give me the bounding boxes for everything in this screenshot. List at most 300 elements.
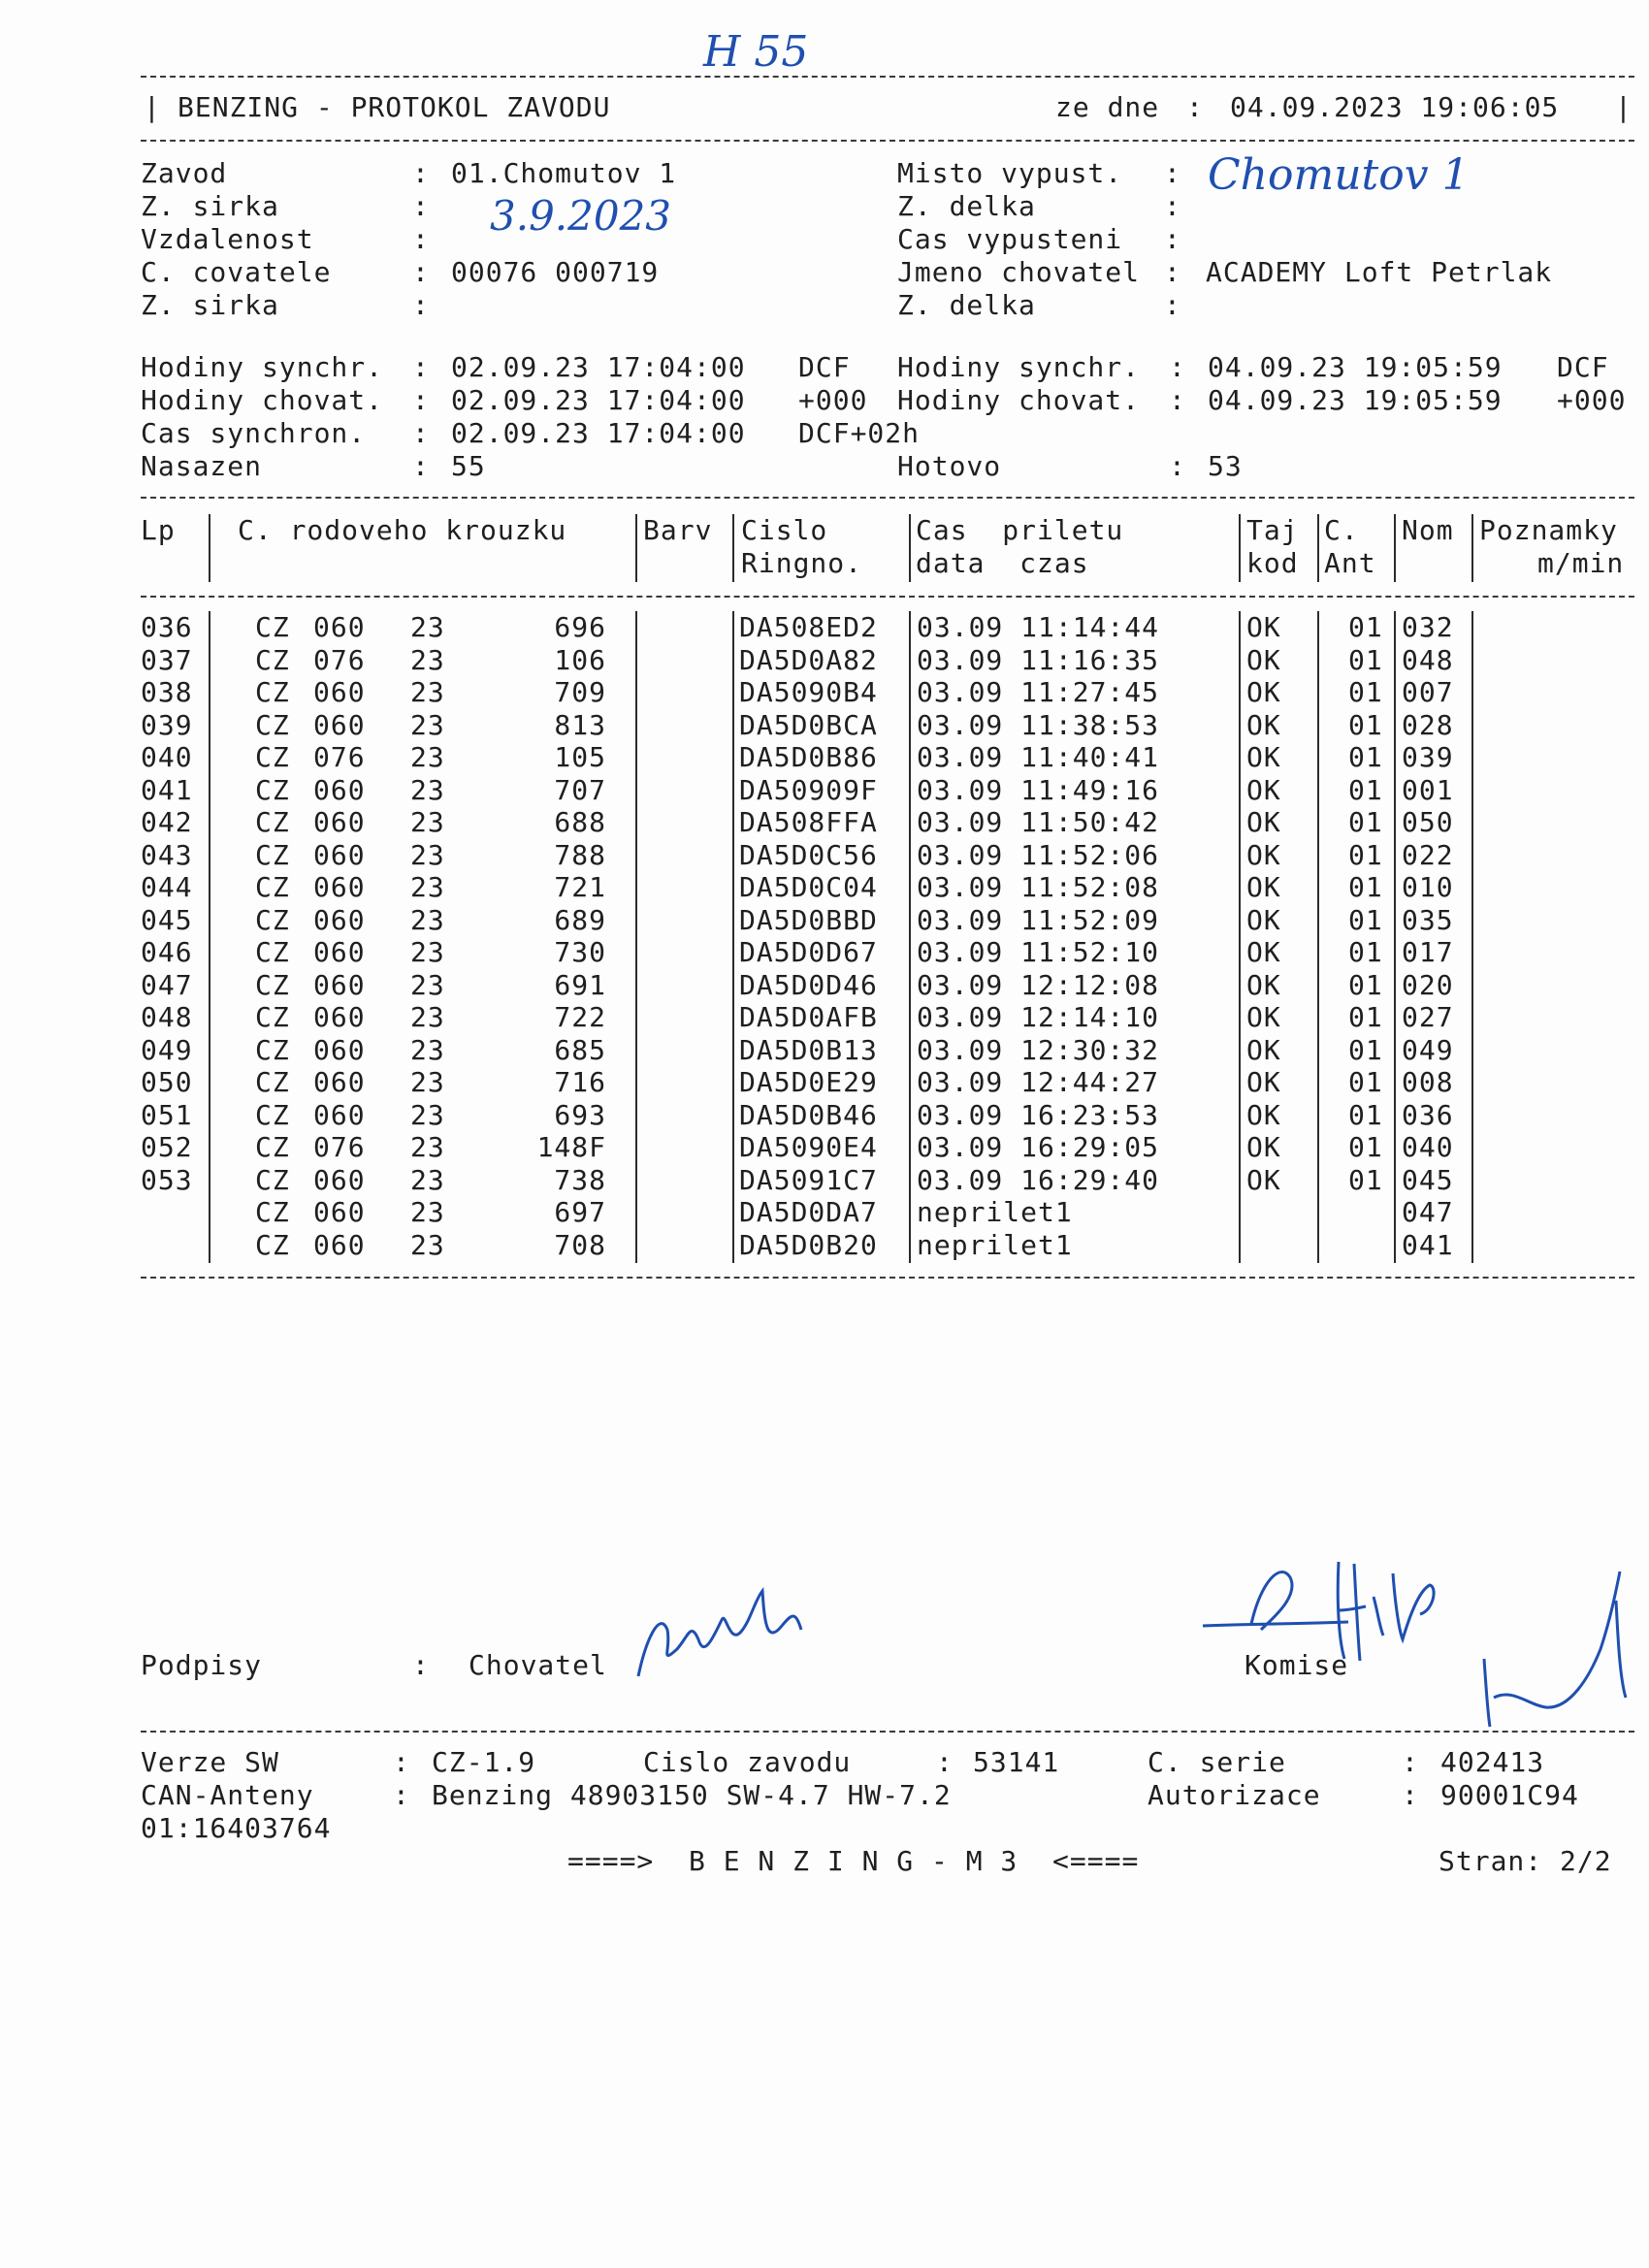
cell-country: CZ (255, 1001, 290, 1033)
cell-club: 060 (313, 773, 366, 806)
cell-year: 23 (410, 871, 445, 903)
cell-ring-number: 788 (554, 838, 606, 871)
info-colon: : (1164, 289, 1181, 321)
cell-club: 076 (313, 643, 366, 676)
cell-arrival: 03.09 16:23:53 (917, 1098, 1160, 1131)
info-label: C. covatele (141, 256, 332, 288)
handwritten-page-mark: H 55 (703, 27, 809, 77)
cell-chip: DA5D0B86 (739, 741, 878, 773)
cell-ring-number: 722 (554, 1001, 606, 1033)
sync-label: Hodiny chovat. (141, 384, 384, 416)
cell-secret-code: OK (1246, 903, 1281, 936)
cell-arrival: neprilet1 (917, 1228, 1073, 1261)
cell-secret-code: OK (1246, 806, 1281, 838)
cell-ring-number: 707 (554, 773, 606, 806)
cell-year: 23 (410, 1131, 445, 1163)
cell-lp: 039 (141, 708, 193, 741)
cell-secret-code: OK (1246, 1098, 1281, 1131)
cell-chip: DA5090E4 (739, 1131, 878, 1163)
header-notes-2: m/min (1537, 547, 1625, 579)
info-colon: : (1164, 190, 1181, 222)
sync-value: 04.09.23 19:05:59 (1208, 351, 1503, 383)
cell-arrival: 03.09 12:30:32 (917, 1033, 1160, 1066)
cell-lp: 044 (141, 871, 193, 903)
header-right-bar: | (1615, 91, 1633, 123)
header-separator (909, 514, 911, 582)
cell-chip: DA5D0B20 (739, 1228, 878, 1261)
cell-arrival: 03.09 11:52:08 (917, 871, 1160, 903)
cell-secret-code: OK (1246, 1131, 1281, 1163)
cell-antenna: 01 (1348, 643, 1383, 676)
cell-club: 060 (313, 1066, 366, 1098)
cell-country: CZ (255, 903, 290, 936)
cell-secret-code: OK (1246, 741, 1281, 773)
cell-year: 23 (410, 903, 445, 936)
cell-chip: DA5D0D67 (739, 936, 878, 968)
divider (141, 596, 1634, 598)
column-separator (1471, 611, 1473, 1263)
race-number-label: Cislo zavodu (643, 1746, 852, 1778)
handwritten-date: 3.9.2023 (490, 192, 672, 240)
cell-nom: 007 (1402, 676, 1454, 708)
cell-club: 060 (313, 1196, 366, 1228)
cell-lp: 045 (141, 903, 193, 936)
serial-value: 402413 (1440, 1746, 1545, 1778)
cell-antenna: 01 (1348, 1001, 1383, 1033)
report-date: 04.09.2023 19:06:05 (1230, 91, 1560, 123)
cell-lp: 037 (141, 643, 193, 676)
cell-chip: DA5D0B46 (739, 1098, 878, 1131)
cell-chip: DA508FFA (739, 806, 878, 838)
cell-ring-number: 716 (554, 1066, 606, 1098)
info-label: Zavod (141, 157, 228, 189)
cell-country: CZ (255, 1196, 290, 1228)
cell-chip: DA5091C7 (739, 1163, 878, 1196)
cell-nom: 001 (1402, 773, 1454, 806)
cell-year: 23 (410, 1098, 445, 1131)
cell-antenna: 01 (1348, 611, 1383, 643)
cell-antenna: 01 (1348, 968, 1383, 1001)
info-label: Z. sirka (141, 190, 279, 222)
sync-colon: : (1169, 450, 1186, 482)
cell-club: 060 (313, 806, 366, 838)
cell-country: CZ (255, 708, 290, 741)
info-label: Z. delka (897, 190, 1036, 222)
cell-lp: 048 (141, 1001, 193, 1033)
divider (141, 76, 1634, 78)
info-label: Z. delka (897, 289, 1036, 321)
sync-suffix: DCF+02h (798, 417, 921, 449)
antenna-id: 01:16403764 (141, 1812, 332, 1844)
info-colon: : (412, 190, 430, 222)
cell-secret-code: OK (1246, 676, 1281, 708)
sync-suffix: +000 (1557, 384, 1627, 416)
cell-country: CZ (255, 773, 290, 806)
cell-nom: 028 (1402, 708, 1454, 741)
info-label: Misto vypust. (897, 157, 1123, 189)
info-label: Vzdalenost (141, 223, 314, 255)
header-notes: Poznamky (1479, 514, 1618, 546)
info-colon: : (1164, 256, 1181, 288)
cell-arrival: 03.09 12:44:27 (917, 1066, 1160, 1098)
cell-country: CZ (255, 611, 290, 643)
cell-arrival: 03.09 16:29:05 (917, 1131, 1160, 1163)
header-secret: Taj (1246, 514, 1299, 546)
cell-year: 23 (410, 643, 445, 676)
cell-nom: 022 (1402, 838, 1454, 871)
colon: : (1402, 1779, 1419, 1811)
cell-country: CZ (255, 1131, 290, 1163)
cell-year: 23 (410, 936, 445, 968)
cell-antenna: 01 (1348, 806, 1383, 838)
cell-antenna: 01 (1348, 936, 1383, 968)
sync-value: 55 (451, 450, 486, 482)
info-value: 00076 000719 (451, 256, 660, 288)
cell-ring-number: 148F (536, 1131, 606, 1163)
cell-secret-code: OK (1246, 643, 1281, 676)
cell-year: 23 (410, 741, 445, 773)
info-value: 01.Chomutov 1 (451, 157, 677, 189)
cell-chip: DA5D0BBD (739, 903, 878, 936)
sync-suffix: DCF (1557, 351, 1609, 383)
column-separator (909, 611, 911, 1263)
colon: : (393, 1746, 410, 1778)
cell-year: 23 (410, 773, 445, 806)
cell-ring-number: 721 (554, 871, 606, 903)
cell-nom: 050 (1402, 806, 1454, 838)
cell-arrival: 03.09 11:38:53 (917, 708, 1160, 741)
cell-nom: 045 (1402, 1163, 1454, 1196)
cell-secret-code: OK (1246, 968, 1281, 1001)
cell-club: 060 (313, 838, 366, 871)
cell-chip: DA5D0AFB (739, 1001, 878, 1033)
device-brand-line: ====> B E N Z I N G - M 3 <==== (567, 1845, 1140, 1877)
cell-chip: DA5D0A82 (739, 643, 878, 676)
cell-antenna: 01 (1348, 676, 1383, 708)
cell-secret-code: OK (1246, 871, 1281, 903)
header-arrival-2: data czas (916, 547, 1089, 579)
cell-ring-number: 693 (554, 1098, 606, 1131)
cell-arrival: 03.09 16:29:40 (917, 1163, 1160, 1196)
cell-secret-code: OK (1246, 838, 1281, 871)
cell-club: 060 (313, 611, 366, 643)
cell-arrival: 03.09 11:52:10 (917, 936, 1160, 968)
cell-lp: 052 (141, 1131, 193, 1163)
sync-label: Nasazen (141, 450, 263, 482)
cell-ring-number: 697 (554, 1196, 606, 1228)
cell-lp: 051 (141, 1098, 193, 1131)
cell-country: CZ (255, 643, 290, 676)
cell-country: CZ (255, 936, 290, 968)
cell-secret-code: OK (1246, 1033, 1281, 1066)
handwritten-release-place: Chomutov 1 (1208, 150, 1470, 200)
cell-year: 23 (410, 676, 445, 708)
cell-arrival: 03.09 12:12:08 (917, 968, 1160, 1001)
cell-club: 060 (313, 871, 366, 903)
cell-ring-number: 708 (554, 1228, 606, 1261)
cell-ring-number: 813 (554, 708, 606, 741)
cell-chip: DA508ED2 (739, 611, 878, 643)
cell-arrival: 03.09 11:49:16 (917, 773, 1160, 806)
cell-country: CZ (255, 968, 290, 1001)
antenna-value: Benzing 48903150 SW-4.7 HW-7.2 (432, 1779, 952, 1811)
divider (141, 1277, 1634, 1279)
cell-club: 076 (313, 1131, 366, 1163)
cell-year: 23 (410, 1228, 445, 1261)
sw-version-value: CZ-1.9 (432, 1746, 536, 1778)
cell-chip: DA5D0E29 (739, 1066, 878, 1098)
cell-lp: 050 (141, 1066, 193, 1098)
report-title: BENZING - PROTOKOL ZAVODU (178, 91, 611, 123)
cell-club: 060 (313, 1001, 366, 1033)
signatures-colon: : (412, 1649, 430, 1681)
cell-year: 23 (410, 838, 445, 871)
cell-lp: 038 (141, 676, 193, 708)
cell-arrival: 03.09 11:14:44 (917, 611, 1160, 643)
cell-ring-number: 696 (554, 611, 606, 643)
cell-secret-code: OK (1246, 773, 1281, 806)
signatures-label: Podpisy (141, 1649, 263, 1681)
sync-value: 02.09.23 17:04:00 (451, 384, 746, 416)
cell-year: 23 (410, 1196, 445, 1228)
cell-nom: 039 (1402, 741, 1454, 773)
colon: : (936, 1746, 954, 1778)
cell-nom: 047 (1402, 1196, 1454, 1228)
cell-nom: 008 (1402, 1066, 1454, 1098)
sync-label: Hotovo (897, 450, 1002, 482)
cell-lp: 046 (141, 936, 193, 968)
cell-lp: 041 (141, 773, 193, 806)
info-colon: : (1164, 157, 1181, 189)
cell-antenna: 01 (1348, 1163, 1383, 1196)
cell-arrival: 03.09 11:52:09 (917, 903, 1160, 936)
sync-colon: : (412, 351, 430, 383)
cell-secret-code: OK (1246, 708, 1281, 741)
info-value: ACADEMY Loft Petrlak (1206, 256, 1553, 288)
cell-secret-code: OK (1246, 1066, 1281, 1098)
breeder-signature-label: Chovatel (469, 1649, 607, 1681)
cell-chip: DA5D0BCA (739, 708, 878, 741)
header-separator (1239, 514, 1241, 582)
cell-secret-code: OK (1246, 1001, 1281, 1033)
cell-arrival: 03.09 11:16:35 (917, 643, 1160, 676)
cell-nom: 035 (1402, 903, 1454, 936)
sync-colon: : (412, 417, 430, 449)
cell-lp: 040 (141, 741, 193, 773)
commission-signature (1193, 1542, 1639, 1736)
cell-club: 060 (313, 936, 366, 968)
column-separator (209, 611, 210, 1263)
cell-country: CZ (255, 676, 290, 708)
authorization-value: 90001C94 (1440, 1779, 1579, 1811)
header-separator (1317, 514, 1319, 582)
cell-ring-number: 691 (554, 968, 606, 1001)
info-label: Z. sirka (141, 289, 279, 321)
cell-country: CZ (255, 806, 290, 838)
sync-colon: : (1169, 384, 1186, 416)
sync-value: 02.09.23 17:04:00 (451, 351, 746, 383)
cell-country: CZ (255, 1228, 290, 1261)
info-label: Cas vypusteni (897, 223, 1123, 255)
cell-antenna: 01 (1348, 773, 1383, 806)
header-left-bar: | (144, 91, 161, 123)
info-colon: : (412, 157, 430, 189)
cell-club: 060 (313, 903, 366, 936)
cell-nom: 020 (1402, 968, 1454, 1001)
antenna-label: CAN-Anteny (141, 1779, 314, 1811)
cell-arrival: 03.09 11:27:45 (917, 676, 1160, 708)
divider (141, 497, 1634, 499)
cell-club: 060 (313, 1163, 366, 1196)
header-chip: Cislo (741, 514, 828, 546)
divider (141, 1731, 1634, 1733)
header-separator (1394, 514, 1396, 582)
cell-arrival: 03.09 11:52:06 (917, 838, 1160, 871)
cell-nom: 041 (1402, 1228, 1454, 1261)
header-separator (209, 514, 210, 582)
cell-arrival: 03.09 12:14:10 (917, 1001, 1160, 1033)
cell-nom: 048 (1402, 643, 1454, 676)
cell-nom: 032 (1402, 611, 1454, 643)
sw-version-label: Verze SW (141, 1746, 279, 1778)
info-colon: : (412, 256, 430, 288)
cell-arrival: 03.09 11:40:41 (917, 741, 1160, 773)
header-arrival: Cas priletu (916, 514, 1124, 546)
cell-country: CZ (255, 1066, 290, 1098)
colon: : (393, 1779, 410, 1811)
sync-label: Hodiny synchr. (141, 351, 384, 383)
cell-country: CZ (255, 871, 290, 903)
cell-ring-number: 730 (554, 936, 606, 968)
cell-country: CZ (255, 1033, 290, 1066)
cell-club: 060 (313, 968, 366, 1001)
info-colon: : (412, 223, 430, 255)
authorization-label: Autorizace (1148, 1779, 1321, 1811)
cell-lp: 047 (141, 968, 193, 1001)
cell-secret-code: OK (1246, 611, 1281, 643)
colon: : (1402, 1746, 1419, 1778)
cell-club: 060 (313, 676, 366, 708)
cell-lp: 043 (141, 838, 193, 871)
cell-club: 060 (313, 1098, 366, 1131)
cell-chip: DA5090B4 (739, 676, 878, 708)
cell-ring-number: 685 (554, 1033, 606, 1066)
cell-nom: 040 (1402, 1131, 1454, 1163)
cell-nom: 049 (1402, 1033, 1454, 1066)
cell-lp: 036 (141, 611, 193, 643)
cell-chip: DA5D0C56 (739, 838, 878, 871)
info-label: Jmeno chovatel (897, 256, 1141, 288)
page-number: Stran: 2/2 (1439, 1845, 1612, 1877)
column-separator (1239, 611, 1241, 1263)
cell-year: 23 (410, 1163, 445, 1196)
cell-year: 23 (410, 611, 445, 643)
header-antenna: C. (1324, 514, 1359, 546)
cell-antenna: 01 (1348, 838, 1383, 871)
cell-year: 23 (410, 806, 445, 838)
cell-nom: 010 (1402, 871, 1454, 903)
sync-suffix: DCF (798, 351, 851, 383)
cell-nom: 027 (1402, 1001, 1454, 1033)
cell-secret-code: OK (1246, 936, 1281, 968)
cell-ring-number: 689 (554, 903, 606, 936)
cell-arrival: neprilet1 (917, 1196, 1073, 1228)
serial-label: C. serie (1148, 1746, 1286, 1778)
commission-signature-label: Komise (1245, 1649, 1349, 1681)
cell-chip: DA50909F (739, 773, 878, 806)
breeder-signature (621, 1571, 815, 1688)
header-color: Barv (643, 514, 713, 546)
cell-ring-number: 106 (554, 643, 606, 676)
cell-arrival: 03.09 11:50:42 (917, 806, 1160, 838)
cell-antenna: 01 (1348, 903, 1383, 936)
header-separator (732, 514, 734, 582)
divider (141, 140, 1634, 142)
date-label: ze dne (1055, 91, 1160, 123)
cell-antenna: 01 (1348, 1033, 1383, 1066)
cell-ring-number: 105 (554, 741, 606, 773)
header-chip-2: Ringno. (741, 547, 863, 579)
cell-antenna: 01 (1348, 708, 1383, 741)
cell-club: 076 (313, 741, 366, 773)
cell-antenna: 01 (1348, 871, 1383, 903)
cell-year: 23 (410, 1001, 445, 1033)
cell-lp: 049 (141, 1033, 193, 1066)
sync-colon: : (412, 384, 430, 416)
column-separator (1317, 611, 1319, 1263)
sync-value: 53 (1208, 450, 1243, 482)
column-separator (635, 611, 637, 1263)
header-lp: Lp (141, 514, 176, 546)
sync-colon: : (412, 450, 430, 482)
cell-country: CZ (255, 838, 290, 871)
cell-secret-code: OK (1246, 1163, 1281, 1196)
info-colon: : (1164, 223, 1181, 255)
header-secret-2: kod (1246, 547, 1299, 579)
column-separator (1394, 611, 1396, 1263)
header-nom: Nom (1402, 514, 1454, 546)
cell-nom: 036 (1402, 1098, 1454, 1131)
cell-antenna: 01 (1348, 1098, 1383, 1131)
cell-club: 060 (313, 1033, 366, 1066)
sync-label: Hodiny chovat. (897, 384, 1141, 416)
sync-colon: : (1169, 351, 1186, 383)
cell-ring-number: 709 (554, 676, 606, 708)
cell-nom: 017 (1402, 936, 1454, 968)
cell-year: 23 (410, 1033, 445, 1066)
cell-chip: DA5D0B13 (739, 1033, 878, 1066)
cell-antenna: 01 (1348, 741, 1383, 773)
cell-chip: DA5D0D46 (739, 968, 878, 1001)
sync-label: Cas synchron. (141, 417, 367, 449)
cell-lp: 053 (141, 1163, 193, 1196)
cell-year: 23 (410, 708, 445, 741)
sync-value: 02.09.23 17:04:00 (451, 417, 746, 449)
header-separator (635, 514, 637, 582)
cell-year: 23 (410, 1066, 445, 1098)
cell-year: 23 (410, 968, 445, 1001)
info-colon: : (412, 289, 430, 321)
cell-antenna: 01 (1348, 1066, 1383, 1098)
cell-country: CZ (255, 1098, 290, 1131)
sync-label: Hodiny synchr. (897, 351, 1141, 383)
column-separator (732, 611, 734, 1263)
cell-antenna: 01 (1348, 1131, 1383, 1163)
sync-suffix: +000 (798, 384, 868, 416)
cell-chip: DA5D0DA7 (739, 1196, 878, 1228)
cell-chip: DA5D0C04 (739, 871, 878, 903)
cell-club: 060 (313, 1228, 366, 1261)
